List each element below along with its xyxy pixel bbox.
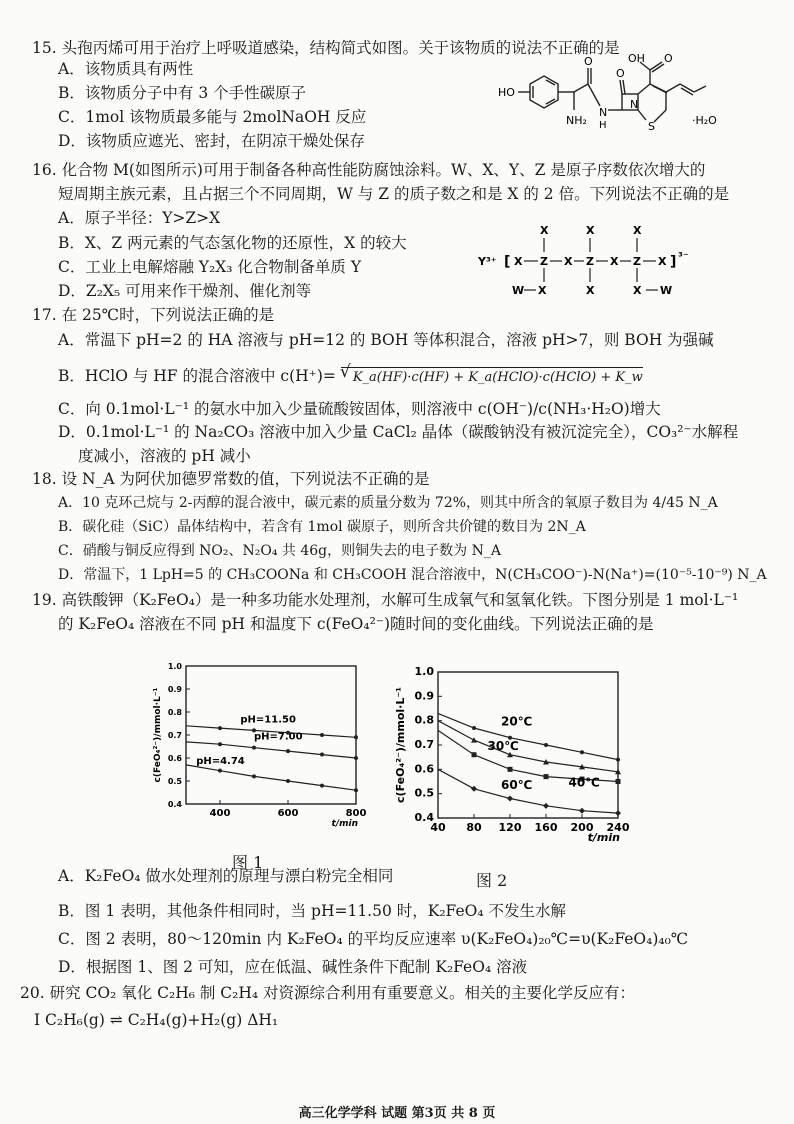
data-point	[354, 735, 358, 739]
data-point	[252, 746, 256, 750]
data-point	[286, 749, 290, 753]
q15-option-c: C．1mol 该物质最多能与 2molNaOH 反应	[58, 108, 367, 126]
q17-option-b-text: B．HClO 与 HF 的混合溶液中 c(H⁺)=	[58, 367, 336, 385]
x-tick-label: 800	[345, 808, 367, 819]
data-point	[218, 769, 222, 773]
svg-text:X: X	[586, 284, 595, 297]
q17-option-b	[58, 362, 643, 388]
q15-stem: 15. 头孢丙烯可用于治疗上呼吸道感染，结构简式如图。关于该物质的说法不正确的是	[32, 39, 620, 57]
ho-label: HO	[498, 86, 515, 99]
svg-text:Z: Z	[633, 255, 641, 268]
q20-equation-1: Ⅰ C₂H₆(g) ⇌ C₂H₄(g)+H₂(g) ΔH₁	[34, 1011, 279, 1029]
x-axis-label: t/min	[331, 819, 358, 829]
series-line	[186, 765, 356, 790]
y-tick-label: 0.6	[167, 754, 182, 763]
data-point	[615, 810, 621, 816]
x-tick-label: 600	[277, 808, 299, 819]
svg-text:W: W	[512, 284, 525, 297]
sqrt-icon: √	[339, 362, 351, 382]
data-point	[507, 796, 513, 802]
q17-stem: 17. 在 25℃时，下列说法正确的是	[32, 306, 275, 324]
data-point	[320, 753, 324, 757]
q19-option-b: B．图 1 表明，其他条件相同时，当 pH=11.50 时，K₂FeO₄ 不发生水解	[58, 902, 566, 920]
series-label: 60℃	[501, 777, 533, 792]
q17-option-d-line1: D．0.1mol·L⁻¹ 的 Na₂CO₃ 溶液中加入少量 CaCl₂ 晶体（碳酸钠没有被沉淀完全），CO₃²⁻水解程	[58, 423, 739, 441]
data-point	[354, 788, 358, 792]
q16-option-d: D．Z₂X₅ 可用来作干燥剂、催化剂等	[58, 282, 312, 300]
page-footer: 高三化学学科 试题 第3页 共 8 页	[298, 1106, 496, 1121]
q19-stem-line2: 的 K₂FeO₄ 溶液在不同 pH 和温度下 c(FeO₄²⁻)随时间的变化曲线。下列说法正确的是	[58, 615, 654, 633]
q17-option-d-line2: 度减小，溶液的 pH 减小	[78, 447, 251, 465]
y-tick-label: 1.0	[167, 662, 182, 671]
nh2-label: NH₂	[566, 114, 587, 127]
data-point	[580, 750, 584, 754]
y-tick-label: 0.7	[414, 738, 434, 751]
svg-text:]: ]	[670, 254, 677, 270]
series-label: 20℃	[501, 714, 533, 729]
x-tick-label: 240	[606, 821, 630, 834]
data-point	[616, 758, 620, 762]
series-label: pH=11.50	[240, 714, 296, 726]
y-tick-label: 0.9	[414, 689, 434, 703]
q16-option-a: A．原子半径：Y>Z>X	[58, 209, 221, 227]
svg-text:X: X	[540, 224, 549, 237]
y-tick-label: 0.5	[167, 777, 182, 786]
data-point	[320, 784, 324, 788]
svg-text:X: X	[610, 255, 619, 268]
q19-option-a: A．K₂FeO₄ 做水处理剂的原理与漂白粉完全相同	[58, 867, 394, 885]
q16-stem-line1: 16. 化合物 M(如图所示)可用于制备各种高性能防腐蚀涂料。W、X、Y、Z 是原子序数依次增大的	[32, 161, 706, 179]
q17-option-c: C．向 0.1mol·L⁻¹ 的氨水中加入少量硫酸铵固体，则溶液中 c(OH⁻)/c(NH₃·H₂O)增大	[58, 400, 661, 418]
series-label: 30℃	[487, 738, 519, 753]
y-tick-label: 0.6	[414, 762, 434, 776]
compound-m-structure	[478, 222, 718, 298]
svg-text:X: X	[564, 255, 573, 268]
svg-text:[: [	[504, 254, 511, 270]
y-tick-label: 0.4	[414, 811, 434, 824]
q16-stem-line2: 短周期主族元素，且占据三个不同周期，W 与 Z 的质子数之和是 X 的 2 倍。下列说法不正确的是	[58, 185, 730, 203]
plot-frame	[438, 672, 618, 818]
svg-text:X: X	[586, 224, 595, 237]
q19-option-c: C．图 2 表明，80～120min 内 K₂FeO₄ 的平均反应速率 υ(K₂FeO₄)₂₀℃=υ(K₂FeO₄)₄₀℃	[58, 930, 689, 948]
svg-text:X: X	[658, 255, 667, 268]
q17-option-a: A．常温下 pH=2 的 HA 溶液与 pH=12 的 BOH 等体积混合，溶液 pH>7，则 BOH 为强碱	[58, 331, 714, 349]
x-tick-label: 400	[209, 808, 231, 819]
figure-2-chart	[386, 650, 646, 865]
x-tick-label: 200	[570, 821, 594, 834]
figure-1-caption: 图 1	[232, 853, 264, 872]
data-point	[472, 752, 477, 757]
series-line	[438, 730, 618, 781]
x-tick-label: 120	[498, 821, 522, 834]
y-axis-label: c(FeO₄²⁻)/mmol·L⁻¹	[153, 687, 163, 783]
q15-option-d: D．该物质应遮光、密封，在阴凉干燥处保存	[58, 132, 365, 150]
y-tick-label: 0.8	[167, 708, 182, 717]
svg-text:Z: Z	[540, 255, 548, 268]
q16-option-b: B．X、Z 两元素的气态氢化物的还原性，X 的较大	[58, 234, 407, 252]
y-tick-label: 0.5	[414, 786, 434, 800]
data-point	[544, 774, 549, 779]
n-label-amide: N	[599, 106, 608, 119]
o-label-carboxyl: O	[664, 52, 673, 65]
series-label: 40℃	[568, 775, 600, 790]
o-label-amide: O	[584, 55, 593, 68]
svg-text:X: X	[633, 284, 642, 297]
data-point	[471, 737, 477, 743]
h-label: H	[599, 120, 607, 131]
x-tick-label: 40	[430, 821, 446, 834]
data-point	[508, 767, 513, 772]
svg-text:³⁻: ³⁻	[678, 250, 689, 263]
sqrt-expression	[339, 362, 643, 388]
data-point	[579, 808, 585, 814]
data-point	[472, 726, 476, 730]
q16-option-c: C．工业上电解熔融 Y₂X₃ 化合物制备单质 Y	[58, 258, 362, 276]
q18-option-d: D．常温下，1 LpH=5 的 CH₃COONa 和 CH₃COOH 混合溶液中，N(CH₃COO⁻)-N(Na⁺)=(10⁻⁵-10⁻⁹) N_A	[58, 567, 767, 583]
y-tick-label: 0.7	[167, 731, 182, 740]
series-label: pH=7.00	[254, 731, 303, 743]
series-label: pH=4.74	[196, 755, 245, 767]
q19-option-d: D．根据图 1、图 2 可知，应在低温、碱性条件下配制 K₂FeO₄ 溶液	[58, 958, 528, 976]
x-tick-label: 160	[534, 821, 558, 834]
figure-2-caption: 图 2	[476, 871, 508, 890]
data-point	[616, 779, 621, 784]
svg-text:W: W	[660, 284, 673, 297]
data-point	[218, 726, 222, 730]
y-axis-label: c(FeO₄²⁻)/mmol·L⁻¹	[394, 687, 407, 803]
figure-1-chart	[150, 650, 380, 840]
y-tick-label: 0.8	[414, 713, 434, 727]
q15-option-b: B．该物质分子中有 3 个手性碳原子	[58, 84, 307, 102]
o-label-lactam: O	[616, 67, 625, 80]
data-point	[543, 803, 549, 809]
q18-option-b: B．碳化硅（SiC）晶体结构中，若含有 1mol 碳原子，则所含共价键的数目为 2N_A	[58, 519, 586, 535]
q18-option-a: A．10 克环己烷与 2-丙醇的混合液中，碳元素的质量分数为 72%，则其中所含的氧原子数目为 4/45 N_A	[58, 495, 718, 511]
n-label-ring: N	[630, 98, 639, 111]
svg-text:Z: Z	[586, 255, 594, 268]
q18-stem: 18. 设 N_A 为阿伏加德罗常数的值，下列说法不正确的是	[32, 470, 430, 488]
data-point	[471, 786, 477, 792]
svg-text:Y³⁺: Y³⁺	[478, 255, 497, 268]
q19-stem-line1: 19. 高铁酸钾（K₂FeO₄）是一种多功能水处理剂，水解可生成氧气和氢氧化铁。下图分别是 1 mol·L⁻¹	[32, 591, 739, 609]
y-tick-label: 0.9	[167, 685, 182, 694]
x-axis-label: t/min	[587, 831, 620, 844]
svg-text:X: X	[633, 224, 642, 237]
y-tick-label: 0.4	[167, 800, 182, 809]
sqrt-radicand: K_a(HF)·c(HF) + K_a(HClO)·c(HClO) + K_w	[352, 370, 643, 385]
x-tick-label: 80	[466, 821, 482, 834]
data-point	[544, 743, 548, 747]
data-point	[320, 733, 324, 737]
y-tick-label: 1.0	[414, 665, 434, 678]
water-label: ·H₂O	[692, 114, 717, 127]
data-point	[286, 779, 290, 783]
cefprozil-structure	[488, 50, 728, 160]
q18-option-c: C．硝酸与铜反应得到 NO₂、N₂O₄ 共 46g，则铜失去的电子数为 N_A	[58, 543, 501, 559]
data-point	[354, 756, 358, 760]
s-label: S	[648, 120, 655, 133]
data-point	[252, 774, 256, 778]
svg-text:X: X	[538, 284, 547, 297]
svg-text:X: X	[514, 255, 523, 268]
q20-stem: 20. 研究 CO₂ 氧化 C₂H₆ 制 C₂H₄ 对资源综合利用有重要意义。相关的主要化学反应有：	[20, 984, 636, 1002]
q15-option-a: A．该物质具有两性	[58, 60, 194, 78]
data-point	[218, 742, 222, 746]
oh-label: OH	[628, 52, 645, 65]
